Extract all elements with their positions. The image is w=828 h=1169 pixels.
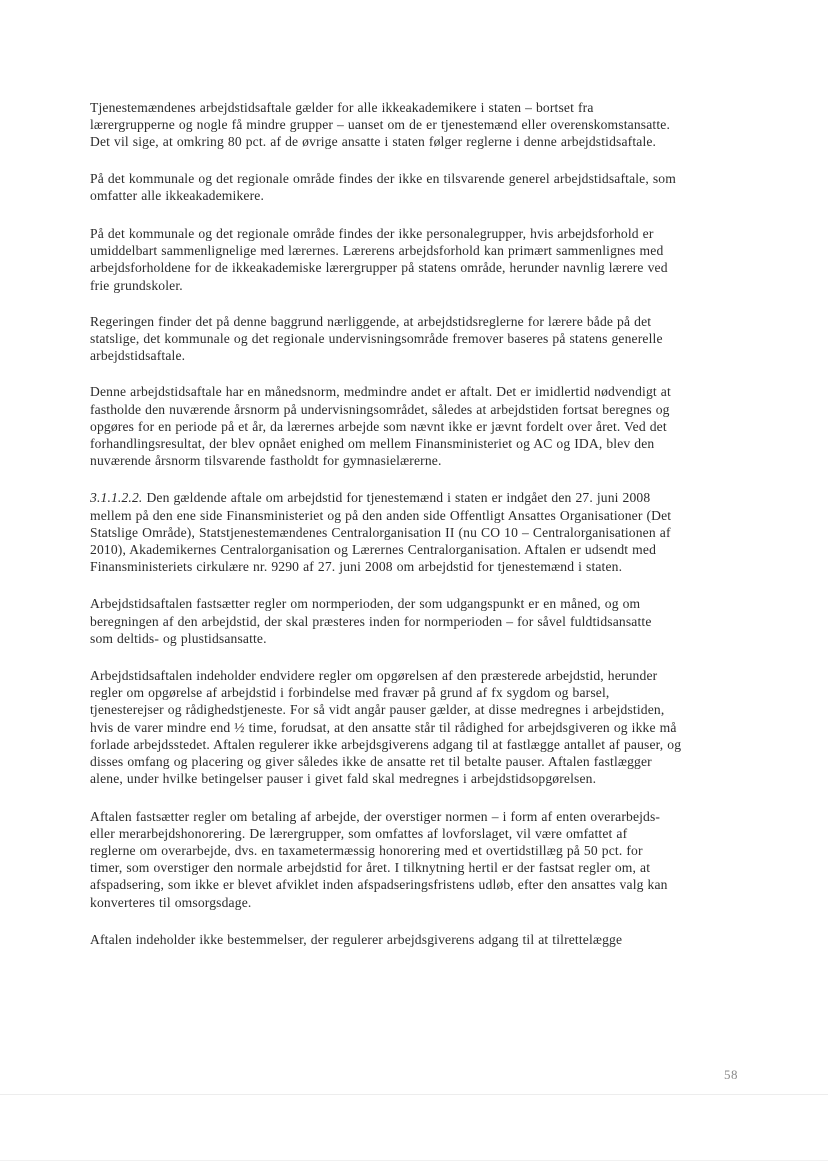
text-line: frie grundskoler.: [90, 277, 183, 293]
paragraph: [90, 667, 745, 787]
page-number: 58: [724, 1067, 738, 1082]
text-line: omfatter alle ikkeakademikere.: [90, 187, 265, 203]
paragraph: [90, 383, 745, 469]
section-number: 3.1.1.2.2.: [90, 490, 143, 506]
text-line: alene, under hvilke betingelser pauser i givet fald skal medregnes i arbejdstidsopgørelsen.: [90, 771, 597, 787]
text-line: forlade arbejdsstedet. Aftalen regulerer ikke arbejdsgiverens adgang til at fastlægge antallet af pauser, og: [90, 736, 682, 752]
text-line: lærergrupperne og nogle få mindre grupper – uanset om de er tjenestemænd eller overenskomstansatte.: [90, 117, 670, 133]
text-line: 2010), Akademikernes Centralorganisation og Lærernes Centralorganisation. Aftalen er udsendt med: [90, 542, 657, 558]
text-line: hvis de varer mindre end ½ time, forudsat, at den ansatte står til rådighed for arbejdsgiveren og ikke må: [90, 719, 677, 735]
text-line: statslige, det kommunale og det regionale undervisningsområde fremover baseres på statens generelle: [90, 331, 663, 347]
paragraph: [90, 313, 745, 365]
text-line: Arbejdstidsaftalen fastsætter regler om normperioden, der som udgangspunkt er en måned, og om: [90, 596, 641, 612]
text-line: Statslige Område), Statstjenestemændenes Centralorganisation II (nu CO 10 – Centralorganisationen af: [90, 524, 671, 540]
text-line: arbejdstidsaftale.: [90, 348, 186, 364]
text-line: fastholde den nuværende årsnorm på undervisningsområdet, således at arbejdstiden fortsat beregnes og: [90, 401, 670, 417]
text-line: Finansministeriets cirkulære nr. 9290 af 27. juni 2008 om arbejdstid for tjenestemænd i staten.: [90, 559, 623, 575]
text-line: arbejdsforholdene for de ikkeakademiske lærergrupper på statens område, herunder navnlig lærere ved: [90, 260, 668, 276]
text-line: beregningen af den arbejdstid, der skal præsteres inden for normperioden – for såvel fuldtidsansatte: [90, 613, 652, 629]
paragraph: [90, 225, 745, 294]
text-line: På det kommunale og det regionale område findes der ikke personalegrupper, hvis arbejdsforhold er: [90, 226, 654, 242]
text-line: Tjenestemændenes arbejdstidsaftale gælder for alle ikkeakademikere i staten – bortset fra: [90, 100, 594, 115]
text-line: Aftalen indeholder ikke bestemmelser, der regulerer arbejdsgiverens adgang til at tilrettelægge: [90, 931, 623, 947]
text-line: nuværende årsnorm tilsvarende fastholdt for gymnasielærerne.: [90, 453, 442, 469]
text-line: konverteres til omsorgsdage.: [90, 894, 252, 910]
text-line: forhandlingsresultat, der blev opnået enighed om mellem Finansministeriet og AC og IDA, blev den: [90, 436, 655, 452]
text-line: afspadsering, som ikke er blevet afviklet inden afspadseringsfristens udløb, efter den ansattes valg kan: [90, 877, 668, 893]
text-line: På det kommunale og det regionale område findes der ikke en tilsvarende generel arbejdstidsaftale, som: [90, 170, 676, 186]
text-line: disses omfang og placering og giver således ikke de ansatte ret til betalte pauser. Aftalen fastlægger: [90, 754, 652, 770]
text-line: umiddelbart sammenlignelige med lærernes. Lærerens arbejdsforhold kan primært sammenlignes med: [90, 243, 664, 259]
text-line: mellem på den ene side Finansministeriet og på den anden side Offentligt Ansattes Organisationer (Det: [90, 507, 672, 523]
text-line: Det vil sige, at omkring 80 pct. af de øvrige ansatte i staten følger reglerne i denne arbejdstidsaftale.: [90, 134, 657, 150]
text-line: Denne arbejdstidsaftale har en månedsnorm, medmindre andet er aftalt. Det er imidlertid nødvendigt at: [90, 384, 671, 400]
paragraph: [90, 99, 745, 151]
text-run: Den gældende aftale om arbejdstid for tjenestemænd i staten er indgået den 27. juni 2008: [146, 490, 651, 506]
text-line: eller merarbejdshonorering. De lærergrupper, som omfattes af lovforslaget, vil være omfattet af: [90, 825, 628, 841]
paragraph: [90, 808, 745, 911]
paragraph: [90, 170, 745, 204]
text-line: som deltids- og plustidsansatte.: [90, 630, 267, 646]
text-line: reglerne om overarbejde, dvs. en taxametermæssig honorering med et overtidstillæg på 50 pct. for: [90, 842, 643, 858]
text-line: opgøres for en periode på et år, da lærernes arbejde som nævnt ikke er jævnt fordelt over året. Ved det: [90, 418, 667, 434]
text-line: Regeringen finder det på denne baggrund nærliggende, at arbejdstidsreglerne for lærere både på det: [90, 313, 652, 329]
document-body: [90, 99, 745, 948]
text-line: [90, 489, 745, 506]
footer-divider: [0, 1094, 828, 1095]
paragraph: [90, 595, 745, 647]
text-line: tjenesterejser og rådighedstjeneste. For så vidt angår pauser gælder, at disse medregnes i arbejdstiden,: [90, 702, 665, 718]
bottom-divider: [0, 1160, 828, 1161]
paragraph: [90, 931, 745, 948]
text-line: regler om opgørelse af arbejdstid i forbindelse med fravær på grund af fx sygdom og barsel,: [90, 685, 610, 701]
text-line: timer, som overstiger den normale arbejdstid for året. I tilknytning hertil er der fastsat regler om, at: [90, 860, 651, 876]
paragraph: [90, 489, 745, 575]
text-line: Arbejdstidsaftalen indeholder endvidere regler om opgørelsen af den præsterede arbejdstid, herunder: [90, 668, 658, 684]
text-line: Aftalen fastsætter regler om betaling af arbejde, der overstiger normen – i form af enten overarbejds-: [90, 808, 661, 824]
